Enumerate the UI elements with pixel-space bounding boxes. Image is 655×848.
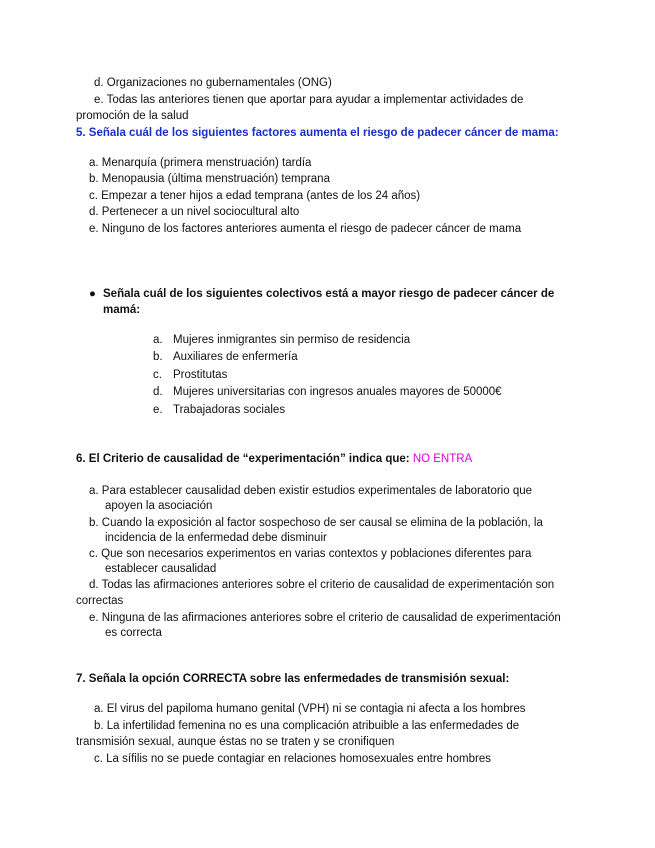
bullet-question-title-line1: Señala cuál de los siguientes colectivos está a mayor riesgo de padecer cáncer de bbox=[103, 288, 555, 300]
bullet-option-b-letter: b. bbox=[153, 351, 163, 363]
not-included-note: NO ENTRA bbox=[412, 453, 473, 465]
q6-option-d-line1: d. Todas las afirmaciones anteriores sobre el criterio de causalidad de experimentación son bbox=[89, 579, 555, 591]
bullet-option-e: Trabajadoras sociales bbox=[173, 404, 286, 416]
question-6-title-row bbox=[76, 452, 472, 467]
bullet-option-e-letter: e. bbox=[153, 404, 163, 416]
q6-option-a-line2: apoyen la asociación bbox=[105, 500, 213, 512]
bullet-option-a: Mujeres inmigrantes sin permiso de residencia bbox=[173, 334, 411, 346]
q5-option-c: c. Empezar a tener hijos a edad temprana (antes de los 24 años) bbox=[89, 190, 421, 202]
bullet-option-d-letter: d. bbox=[153, 386, 163, 398]
q6-option-d-line2: correctas bbox=[76, 595, 124, 607]
bullet-option-c: Prostitutas bbox=[173, 369, 228, 381]
q5-option-a: a. Menarquía (primera menstruación) tardía bbox=[89, 157, 312, 169]
q7-option-b-line1: b. La infertilidad femenina no es una complicación atribuible a las enfermedades de bbox=[94, 720, 520, 732]
question-5-title: 5. Señala cuál de los siguientes factores aumenta el riesgo de padecer cáncer de mama: bbox=[76, 127, 559, 139]
bullet-question-title-line2: mamá: bbox=[103, 304, 141, 316]
prev-option-e-line2: promoción de la salud bbox=[76, 110, 189, 122]
prev-option-d: d. Organizaciones no gubernamentales (ONG) bbox=[94, 77, 332, 89]
prev-option-e-line1: e. Todas las anteriores tienen que aportar para ayudar a implementar actividades de bbox=[94, 94, 524, 106]
q5-option-d: d. Pertenecer a un nivel sociocultural alto bbox=[89, 206, 300, 218]
q5-option-e: e. Ninguno de los factores anteriores aumenta el riesgo de padecer cáncer de mama bbox=[89, 223, 522, 235]
q6-option-b-line1: b. Cuando la exposición al factor sospechoso de ser causal se elimina de la población, la bbox=[89, 517, 543, 529]
bullet-option-b: Auxiliares de enfermería bbox=[173, 351, 298, 363]
q6-option-b-line2: incidencia de la enfermedad debe disminuir bbox=[105, 532, 327, 544]
q6-option-c-line1: c. Que son necesarios experimentos en varias contextos y poblaciones diferentes para bbox=[89, 548, 532, 560]
q7-option-a: a. El virus del papiloma humano genital (VPH) ni se contagia ni afecta a los hombres bbox=[94, 703, 526, 715]
q6-option-c-line2: establecer causalidad bbox=[105, 563, 217, 575]
question-7-title: 7. Señala la opción CORRECTA sobre las enfermedades de transmisión sexual: bbox=[76, 673, 510, 685]
bullet-option-c-letter: c. bbox=[153, 369, 162, 381]
q7-option-b-line2: transmisión sexual, aunque éstas no se traten y se cronifiquen bbox=[76, 736, 395, 748]
bullet-option-d: Mujeres universitarias con ingresos anuales mayores de 50000€ bbox=[173, 386, 502, 398]
q6-option-a-line1: a. Para establecer causalidad deben existir estudios experimentales de laboratorio que bbox=[89, 485, 533, 497]
q7-option-c: c. La sífilis no se puede contagiar en relaciones homosexuales entre hombres bbox=[94, 753, 491, 765]
q5-option-b: b. Menopausia (última menstruación) temprana bbox=[89, 173, 330, 185]
bullet-option-a-letter: a. bbox=[153, 334, 163, 346]
q6-option-e-line2: es correcta bbox=[105, 627, 162, 639]
q6-option-e-line1: e. Ninguna de las afirmaciones anteriores sobre el criterio de causalidad de experimentación bbox=[89, 612, 561, 624]
bullet-icon: ● bbox=[89, 288, 96, 300]
question-6-title: 6. El Criterio de causalidad de “experimentación” indica que: bbox=[76, 453, 410, 465]
